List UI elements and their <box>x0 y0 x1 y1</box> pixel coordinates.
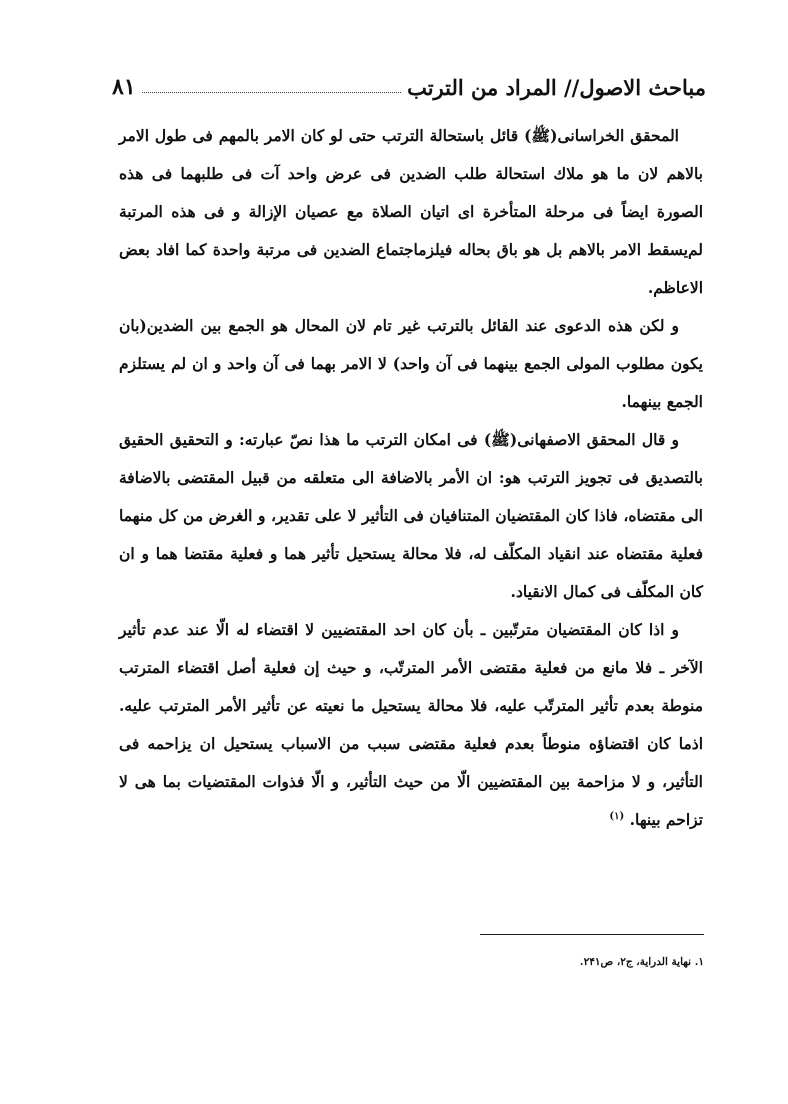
paragraph-4 <box>119 611 703 839</box>
paragraph-2: و لکن هذه الدعوی عند القائل بالترتب غیر تام لان المحال هو الجمع بین الضدین(بان یکون مطلوب المولی الجمع بینهما فی آن واحد) لا الامر بهما فی آن واحد و ان لم یستلزم الجمع بینهما. <box>119 316 703 411</box>
paragraph-1: المحقق الخراسانی(ﷺ) قائل باستحالة الترتب حتی لو کان الامر بالمهم فی طول الامر بالاهم لان ما هو ملاك استحالة طلب الضدين فی عرض واحد آت فی طلبهما فی هذه الصورة ایضاً فی مرحلة المتأخرة ای اتیان الصلاة مع عصیان الإزالة و فی هذه المرتبة لم‌يسقط الامر بالاهم بل هو باق بحاله فيلزماجتماع الضدين فی مرتبة واحدة کما افاد بعض الاعاظم. <box>119 126 703 297</box>
header-dotted-rule <box>142 92 401 93</box>
footnote-divider <box>480 934 704 935</box>
paragraph-3: و قال المحقق الاصفهانی(ﷺ) فی امکان الترتب ما هذا نصّ عبارته: و التحقیق الحقیق بالتصدیق فی تجویز الترتب هو: ان الأمر بالاضافة الی متعلقه من قبیل المقتضی بالاضافة الی مقتضاه، فاذا کان المقتضیان المتنافیان فی التأثیر لا علی تقدیر، و الغرض من کل منهما فعلیة مقتضاه عند انقیاد المکلّف له، فلا محالة یستحیل تأثیر هما و فعلیة مقتضا هما و ان کان المکلّف فی کمال الانقیاد. <box>119 430 703 601</box>
page-header <box>112 58 706 98</box>
main-text <box>119 117 703 839</box>
footnote-reference: (۱) <box>609 810 625 822</box>
page-number: ۸۱ <box>112 74 136 100</box>
running-title: مباحث الاصول// المراد من الترتب <box>407 75 706 100</box>
footnote: ۱. نهایة الدرایة، ج۲، ص۲۴۱. <box>579 956 704 968</box>
paragraph-4-text: و اذا کان المقتضیان مترتّبین ـ بأن کان احد المقتضیین لا اقتضاء له الّا عند عدم تأثیر الآخر ـ فلا مانع من فعلیة مقتضی الأمر المترتّب، و حیث إن فعلیة أصل اقتضاء المترتب منوطة بعدم تأثیر المترتّب علیه، فلا محالة یستحیل ما نعیته عن تأثیر الأمر المترتب علیه. اذما کان اقتضاؤه منوطاً بعدم فعلیة مقتضی سبب من الاسباب یستحیل ان یزاحمه فی التأثیر، و لا مزاحمة بین المقتضیین الّا من حیث التأثیر، و الّا فذوات المقتضیات بما هی لا تزاحم بینها. <box>119 620 703 829</box>
